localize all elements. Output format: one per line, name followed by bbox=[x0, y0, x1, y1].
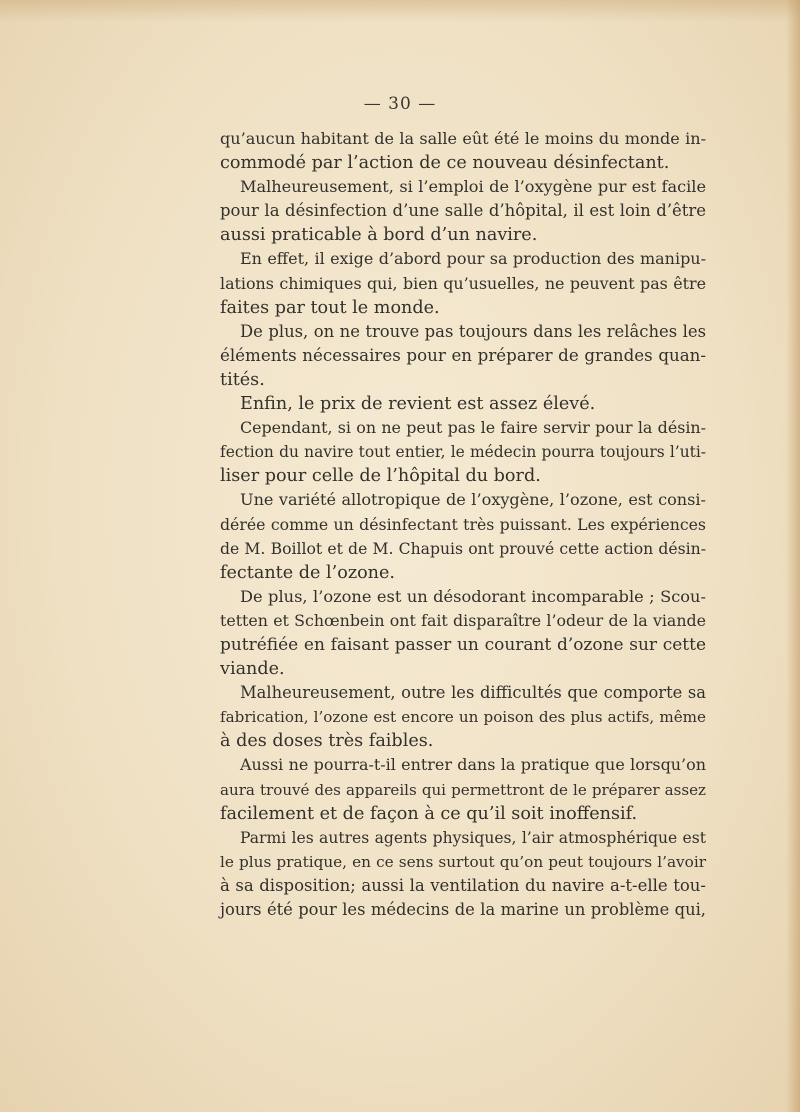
text-line: à sa disposition; aussi la ventilation du navire a-t-elle tou- bbox=[220, 875, 706, 895]
text-line: tités. bbox=[220, 369, 265, 390]
text-line: le plus pratique, en ce sens surtout qu’on peut toujours l’avoir bbox=[220, 852, 706, 871]
text-line: tetten et Schœnbein ont fait disparaître l’odeur de la viande bbox=[220, 610, 706, 630]
text-line: liser pour celle de l’hôpital du bord. bbox=[220, 466, 541, 487]
text-line: fection du navire tout entier, le médecin pourra toujours l’uti- bbox=[220, 443, 706, 462]
text-line: aussi praticable à bord d’un navire. bbox=[220, 225, 538, 246]
text-line: qu’aucun habitant de la salle eût été le moins du monde in- bbox=[220, 129, 706, 148]
text-line: facilement et de façon à ce qu’il soit inoffensif. bbox=[220, 803, 638, 824]
text-line: à des doses très faibles. bbox=[220, 731, 434, 752]
text-line: lations chimiques qui, bien qu’usuelles, ne peuvent pas être bbox=[220, 273, 706, 293]
text-line: Enfin, le prix de revient est assez élevé. bbox=[240, 394, 596, 415]
page-top-shadow bbox=[0, 0, 800, 22]
text-line: éléments nécessaires pour en préparer de grandes quan- bbox=[220, 345, 706, 365]
text-line: aura trouvé des appareils qui permettront de le préparer assez bbox=[220, 780, 706, 799]
page-right-edge bbox=[786, 0, 800, 1112]
text-line: De plus, l’ozone est un désodorant incomparable ; Scou- bbox=[240, 586, 706, 606]
text-line: faites par tout le monde. bbox=[220, 297, 440, 318]
text-line: commodé par l’action de ce nouveau désinfectant. bbox=[220, 153, 670, 174]
text-line: En effet, il exige d’abord pour sa production des manipu- bbox=[240, 249, 706, 269]
text-line: de M. Boillot et de M. Chapuis ont prouvé cette action désin- bbox=[220, 538, 706, 558]
text-line: Malheureusement, outre les difficultés que comporte sa bbox=[240, 683, 706, 703]
text-line: viande. bbox=[220, 659, 285, 680]
text-line: fabrication, l’ozone est encore un poison des plus actifs, même bbox=[220, 708, 706, 727]
page-number: — 30 — bbox=[363, 94, 437, 114]
text-line: Malheureusement, si l’emploi de l’oxygène pur est facile bbox=[240, 177, 706, 197]
text-line: pour la désinfection d’une salle d’hôpital, il est loin d’être bbox=[220, 201, 706, 221]
text-line: fectante de l’ozone. bbox=[220, 562, 396, 583]
text-line: De plus, on ne trouve pas toujours dans les relâches les bbox=[240, 321, 706, 341]
body-text bbox=[220, 127, 706, 922]
text-line: jours été pour les médecins de la marine un problème qui, bbox=[220, 900, 706, 919]
text-line: Une variété allotropique de l’oxygène, l’ozone, est consi- bbox=[240, 490, 706, 510]
text-line: Parmi les autres agents physiques, l’air atmosphérique est bbox=[240, 828, 706, 847]
text-line: putréfiée en faisant passer un courant d’ozone sur cette bbox=[220, 634, 706, 655]
text-line: Aussi ne pourra-t-il entrer dans la pratique que lorsqu’on bbox=[240, 755, 706, 775]
text-line: Cependant, si on ne peut pas le faire servir pour la désin- bbox=[240, 418, 706, 438]
text-line: dérée comme un désinfectant très puissant. Les expériences bbox=[220, 514, 706, 534]
